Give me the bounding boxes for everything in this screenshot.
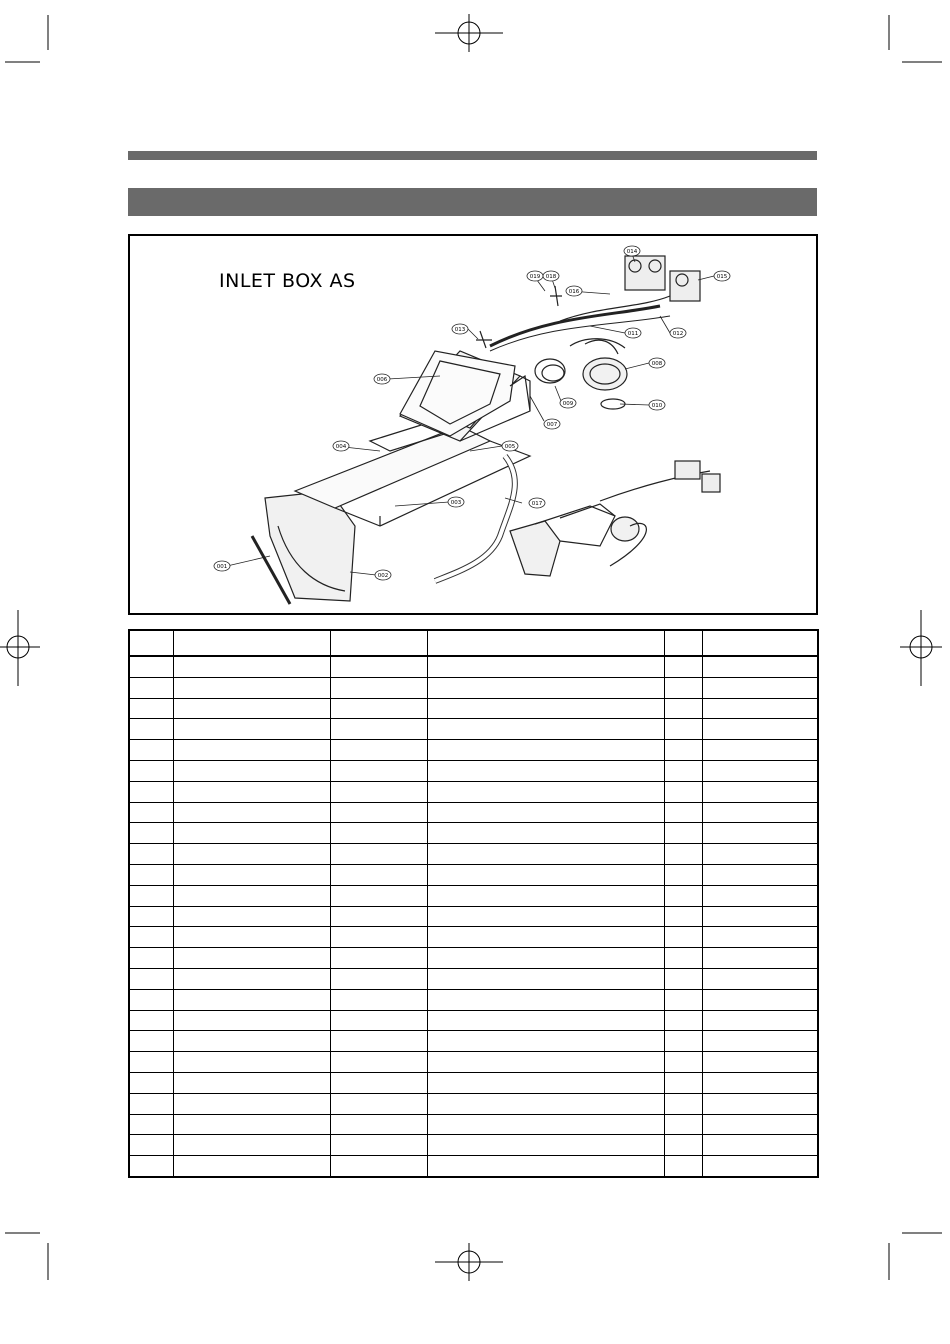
table-cell	[702, 1031, 818, 1052]
table-row	[129, 927, 818, 948]
table-cell	[664, 802, 702, 823]
table-cell	[702, 760, 818, 781]
table-cell	[330, 781, 427, 802]
callout-label: 002	[377, 573, 389, 579]
table-cell	[702, 719, 818, 740]
table-cell	[664, 1052, 702, 1073]
header-remark	[702, 630, 818, 656]
table-cell	[173, 760, 330, 781]
callout-label: 012	[672, 331, 684, 337]
callout-label: 015	[716, 274, 728, 280]
table-row	[129, 1052, 818, 1073]
table-row	[129, 677, 818, 698]
table-cell	[129, 968, 173, 989]
table-cell	[427, 927, 664, 948]
table-cell	[129, 1156, 173, 1177]
table-row	[129, 968, 818, 989]
table-cell	[330, 1093, 427, 1114]
table-row	[129, 719, 818, 740]
table-cell	[664, 927, 702, 948]
callout-label: 005	[504, 444, 516, 450]
table-cell	[330, 677, 427, 698]
table-cell	[702, 740, 818, 761]
table-cell	[427, 781, 664, 802]
table-cell	[664, 1031, 702, 1052]
table-cell	[664, 823, 702, 844]
table-cell	[330, 823, 427, 844]
table-cell	[702, 656, 818, 677]
table-cell	[330, 1114, 427, 1135]
table-cell	[173, 656, 330, 677]
table-cell	[173, 1010, 330, 1031]
table-cell	[427, 760, 664, 781]
table-cell	[173, 906, 330, 927]
table-cell	[129, 823, 173, 844]
table-cell	[330, 989, 427, 1010]
table-cell	[129, 1114, 173, 1135]
table-cell	[173, 719, 330, 740]
table-cell	[330, 740, 427, 761]
table-row	[129, 1031, 818, 1052]
table-cell	[427, 698, 664, 719]
table-cell	[330, 656, 427, 677]
table-cell	[702, 823, 818, 844]
callout-label: 009	[562, 401, 574, 407]
table-cell	[702, 781, 818, 802]
table-cell	[427, 1072, 664, 1093]
table-row	[129, 948, 818, 969]
exploded-diagram	[130, 236, 814, 611]
table-cell	[173, 677, 330, 698]
table-cell	[664, 885, 702, 906]
table-cell	[129, 698, 173, 719]
table-cell	[702, 906, 818, 927]
table-cell	[330, 1072, 427, 1093]
table-cell	[664, 1072, 702, 1093]
table-cell	[702, 844, 818, 865]
table-cell	[129, 864, 173, 885]
table-cell	[173, 968, 330, 989]
table-cell	[702, 1052, 818, 1073]
table-cell	[702, 1114, 818, 1135]
header-qty	[664, 630, 702, 656]
table-cell	[427, 948, 664, 969]
table-row	[129, 1010, 818, 1031]
table-cell	[427, 906, 664, 927]
table-cell	[173, 885, 330, 906]
table-row	[129, 656, 818, 677]
table-cell	[702, 698, 818, 719]
table-cell	[702, 1135, 818, 1156]
table-cell	[427, 1031, 664, 1052]
table-cell	[129, 927, 173, 948]
callout-label: 019	[529, 274, 541, 280]
callout-label: 003	[450, 500, 462, 506]
table-cell	[129, 1031, 173, 1052]
callout-label: 007	[546, 422, 558, 428]
table-cell	[173, 1114, 330, 1135]
table-cell	[129, 1052, 173, 1073]
table-cell	[173, 844, 330, 865]
table-cell	[427, 844, 664, 865]
table-row	[129, 1072, 818, 1093]
table-cell	[664, 844, 702, 865]
table-body	[129, 656, 818, 1177]
section-title-bar	[128, 188, 817, 216]
table-row	[129, 760, 818, 781]
table-cell	[173, 864, 330, 885]
table-cell	[173, 1031, 330, 1052]
table-cell	[330, 968, 427, 989]
table-cell	[129, 885, 173, 906]
table-cell	[330, 1135, 427, 1156]
table-cell	[129, 1093, 173, 1114]
table-cell	[330, 802, 427, 823]
table-cell	[129, 760, 173, 781]
table-cell	[702, 989, 818, 1010]
table-cell	[664, 1135, 702, 1156]
table-cell	[330, 760, 427, 781]
table-cell	[664, 698, 702, 719]
table-cell	[664, 968, 702, 989]
callout-label: 004	[335, 444, 347, 450]
table-cell	[173, 1135, 330, 1156]
table-row	[129, 906, 818, 927]
table-cell	[427, 740, 664, 761]
diagram-title: INLET BOX AS	[219, 270, 356, 292]
table-cell	[129, 740, 173, 761]
table-cell	[173, 1052, 330, 1073]
table-cell	[330, 698, 427, 719]
table-cell	[129, 677, 173, 698]
table-cell	[427, 1010, 664, 1031]
header-description	[427, 630, 664, 656]
callout-label: 016	[568, 289, 580, 295]
table-cell	[664, 1114, 702, 1135]
table-cell	[427, 968, 664, 989]
table-cell	[129, 906, 173, 927]
table-cell	[702, 802, 818, 823]
table-cell	[173, 1093, 330, 1114]
header-part-name	[330, 630, 427, 656]
table-cell	[427, 885, 664, 906]
table-cell	[702, 864, 818, 885]
table-cell	[427, 656, 664, 677]
table-cell	[664, 677, 702, 698]
table-row	[129, 1135, 818, 1156]
table-cell	[702, 885, 818, 906]
table-cell	[129, 802, 173, 823]
callout-label: 006	[376, 377, 388, 383]
table-cell	[702, 1093, 818, 1114]
table-cell	[129, 1135, 173, 1156]
table-cell	[702, 1156, 818, 1177]
table-cell	[427, 802, 664, 823]
table-cell	[129, 656, 173, 677]
parts-list-table	[128, 629, 819, 1178]
table-cell	[664, 656, 702, 677]
table-cell	[664, 906, 702, 927]
table-cell	[330, 864, 427, 885]
table-cell	[427, 1135, 664, 1156]
table-cell	[173, 698, 330, 719]
table-cell	[664, 740, 702, 761]
table-cell	[664, 760, 702, 781]
table-cell	[330, 885, 427, 906]
table-cell	[330, 844, 427, 865]
table-row	[129, 698, 818, 719]
table-cell	[702, 1072, 818, 1093]
header-no	[129, 630, 173, 656]
header-part-code	[173, 630, 330, 656]
table-cell	[427, 1114, 664, 1135]
table-row	[129, 781, 818, 802]
table-cell	[427, 989, 664, 1010]
table-row	[129, 1093, 818, 1114]
table-cell	[173, 989, 330, 1010]
header-rule	[128, 151, 817, 160]
table-row	[129, 885, 818, 906]
table-cell	[702, 677, 818, 698]
table-cell	[702, 968, 818, 989]
table-cell	[427, 823, 664, 844]
callout-label: 018	[545, 274, 557, 280]
table-cell	[330, 927, 427, 948]
table-cell	[129, 948, 173, 969]
table-row	[129, 844, 818, 865]
table-cell	[427, 1052, 664, 1073]
table-cell	[173, 1156, 330, 1177]
table-cell	[702, 927, 818, 948]
table-row	[129, 823, 818, 844]
table-cell	[664, 1093, 702, 1114]
table-cell	[129, 1010, 173, 1031]
table-cell	[330, 1156, 427, 1177]
callout-label: 013	[454, 327, 466, 333]
callout-label: 008	[651, 361, 663, 367]
callout-label: 014	[626, 249, 638, 255]
table-row	[129, 740, 818, 761]
table-cell	[129, 844, 173, 865]
table-cell	[330, 1031, 427, 1052]
table-cell	[173, 1072, 330, 1093]
table-cell	[330, 948, 427, 969]
table-cell	[702, 948, 818, 969]
table-cell	[427, 719, 664, 740]
table-row	[129, 864, 818, 885]
table-cell	[664, 864, 702, 885]
table-cell	[129, 781, 173, 802]
table-cell	[173, 823, 330, 844]
table-cell	[129, 1072, 173, 1093]
table-cell	[427, 1093, 664, 1114]
table-cell	[173, 802, 330, 823]
table-header-row	[129, 630, 818, 656]
callout-label: 017	[531, 501, 543, 507]
table-cell	[664, 719, 702, 740]
table-cell	[664, 1010, 702, 1031]
table-cell	[664, 781, 702, 802]
callout-label: 011	[627, 331, 639, 337]
callout-label: 001	[216, 564, 228, 570]
table-cell	[173, 740, 330, 761]
table-cell	[173, 927, 330, 948]
table-cell	[427, 677, 664, 698]
table-cell	[173, 781, 330, 802]
table-cell	[129, 719, 173, 740]
table-row	[129, 1114, 818, 1135]
callout-label: 010	[651, 403, 663, 409]
table-cell	[664, 989, 702, 1010]
table-cell	[330, 719, 427, 740]
table-cell	[664, 948, 702, 969]
table-cell	[330, 906, 427, 927]
table-cell	[427, 864, 664, 885]
table-cell	[427, 1156, 664, 1177]
table-cell	[330, 1052, 427, 1073]
table-cell	[129, 989, 173, 1010]
table-row	[129, 802, 818, 823]
table-cell	[664, 1156, 702, 1177]
table-row	[129, 1156, 818, 1177]
table-row	[129, 989, 818, 1010]
table-cell	[702, 1010, 818, 1031]
table-cell	[330, 1010, 427, 1031]
table-cell	[173, 948, 330, 969]
